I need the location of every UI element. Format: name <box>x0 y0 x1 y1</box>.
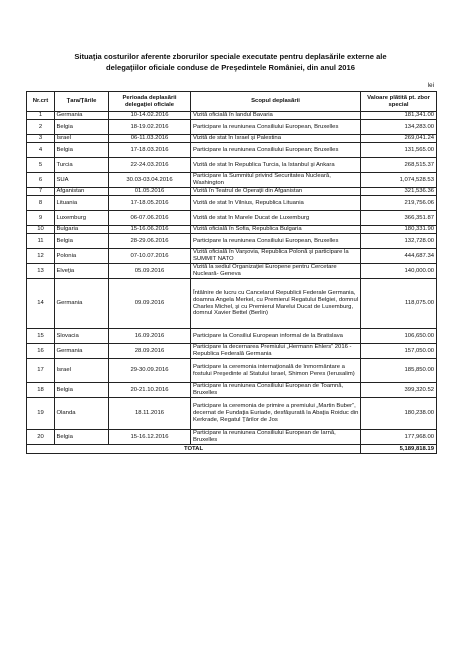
table-row <box>27 234 437 249</box>
table-row <box>27 188 437 196</box>
table-row <box>27 143 437 158</box>
cell-nr: 12 <box>27 249 55 264</box>
cell-tara: Lituania <box>55 196 109 211</box>
cell-perioada: 01.05.2016 <box>109 188 191 196</box>
header-nr: Nr.crt <box>27 92 55 112</box>
cell-tara: Germania <box>55 344 109 359</box>
table-row <box>27 249 437 264</box>
cell-scop: Participare la reuniunea Consiliului European de Iarnă, Bruxelles <box>191 430 361 445</box>
cell-valoare: 157,050.00 <box>361 344 437 359</box>
cell-tara: Slovacia <box>55 329 109 344</box>
cell-perioada: 10-14.02.2016 <box>109 112 191 120</box>
table-row <box>27 226 437 234</box>
cell-valoare: 399,320.52 <box>361 383 437 398</box>
cell-nr: 16 <box>27 344 55 359</box>
table-row <box>27 112 437 120</box>
cell-perioada: 07-10.07.2016 <box>109 249 191 264</box>
cell-nr: 7 <box>27 188 55 196</box>
table-row <box>27 120 437 135</box>
table-row <box>27 383 437 398</box>
cell-valoare: 131,565.00 <box>361 143 437 158</box>
table-header-row <box>27 92 437 112</box>
cell-valoare: 366,351.87 <box>361 211 437 226</box>
table-row <box>27 173 437 188</box>
cell-tara: Israel <box>55 135 109 143</box>
cell-nr: 6 <box>27 173 55 188</box>
cell-valoare: 106,650.00 <box>361 329 437 344</box>
cell-nr: 9 <box>27 211 55 226</box>
cell-tara: Germania <box>55 112 109 120</box>
cell-perioada: 28.09.2016 <box>109 344 191 359</box>
cell-valoare: 177,968.00 <box>361 430 437 445</box>
cell-nr: 20 <box>27 430 55 445</box>
cell-valoare: 185,850.00 <box>361 359 437 383</box>
cell-tara: Belgia <box>55 120 109 135</box>
cell-nr: 19 <box>27 398 55 430</box>
title-line-1: Situaţia costurilor aferente zborurilor speciale executate pentru deplasările externe ale <box>74 52 387 61</box>
cell-perioada: 18-19.02.2016 <box>109 120 191 135</box>
cell-scop: Vizită de stat în Marele Ducat de Luxemburg <box>191 211 361 226</box>
cell-perioada: 15-16.06.2016 <box>109 226 191 234</box>
cell-tara: SUA <box>55 173 109 188</box>
cell-nr: 4 <box>27 143 55 158</box>
cell-valoare: 180,238.00 <box>361 398 437 430</box>
cell-scop: Participare la Summitul privind Securitatea Nucleară, Washington <box>191 173 361 188</box>
cell-valoare: 219,756.06 <box>361 196 437 211</box>
cell-valoare: 321,536.36 <box>361 188 437 196</box>
header-scop: Scopul deplasării <box>191 92 361 112</box>
cell-nr: 18 <box>27 383 55 398</box>
cell-perioada: 06-11.03.2016 <box>109 135 191 143</box>
cell-scop: Vizită la sediul Organizaţiei Europene pentru Cercetare Nucleară- Geneva <box>191 264 361 279</box>
cell-tara: Israel <box>55 359 109 383</box>
table-row <box>27 196 437 211</box>
cell-scop: Participare la Consiliul European informal de la Bratislava <box>191 329 361 344</box>
costs-table <box>26 91 437 454</box>
cell-tara: Afganistan <box>55 188 109 196</box>
cell-scop: Vizită de stat în Vilnius, Republica Lituania <box>191 196 361 211</box>
cell-perioada: 05.09.2016 <box>109 264 191 279</box>
table-row <box>27 158 437 173</box>
cell-scop: Vizită de stat în Republica Turcia, la Istanbul şi Ankara <box>191 158 361 173</box>
title-line-2: delegaţiilor oficiale conduse de Preşedintele României, din anul 2016 <box>106 62 355 72</box>
cell-valoare: 268,515.37 <box>361 158 437 173</box>
cell-perioada: 28-29.06.2016 <box>109 234 191 249</box>
table-row <box>27 279 437 329</box>
cell-tara: Germania <box>55 279 109 329</box>
cell-scop: Participare la decernarea Premiului „Hermann Ehlers” 2016 - Republica Federală Germania <box>191 344 361 359</box>
cell-perioada: 18.11.2016 <box>109 398 191 430</box>
cell-nr: 10 <box>27 226 55 234</box>
cell-nr: 3 <box>27 135 55 143</box>
cell-tara: Olanda <box>55 398 109 430</box>
table-row <box>27 430 437 445</box>
cell-nr: 8 <box>27 196 55 211</box>
cell-valoare: 118,075.00 <box>361 279 437 329</box>
cell-scop: Vizită oficială în Sofia, Republica Bulgaria <box>191 226 361 234</box>
cell-valoare: 181,341.00 <box>361 112 437 120</box>
document-title <box>20 52 441 73</box>
cell-tara: Bulgaria <box>55 226 109 234</box>
cell-tara: Polonia <box>55 249 109 264</box>
cell-tara: Turcia <box>55 158 109 173</box>
cell-tara: Belgia <box>55 430 109 445</box>
cell-valoare: 134,283.00 <box>361 120 437 135</box>
cell-tara: Belgia <box>55 383 109 398</box>
cell-tara: Belgia <box>55 143 109 158</box>
table-row <box>27 359 437 383</box>
cell-perioada: 29-30.09.2016 <box>109 359 191 383</box>
table-row <box>27 329 437 344</box>
cell-valoare: 1,074,528.53 <box>361 173 437 188</box>
cell-nr: 17 <box>27 359 55 383</box>
cell-nr: 5 <box>27 158 55 173</box>
cell-valoare: 444,687.34 <box>361 249 437 264</box>
table-row <box>27 264 437 279</box>
cell-scop: Participare la reuniunea Consiliului European, Bruxelles <box>191 234 361 249</box>
cell-perioada: 22-24.03.2016 <box>109 158 191 173</box>
total-row <box>27 445 437 454</box>
cell-scop: Vizită oficială în Varşovia, Republica Polonă şi participare la SUMMIT NATO <box>191 249 361 264</box>
cell-tara: Luxemburg <box>55 211 109 226</box>
cell-scop: Participare la reuniunea Consiliului European, Bruxelles <box>191 120 361 135</box>
cell-valoare: 132,728.00 <box>361 234 437 249</box>
cell-valoare: 269,041.24 <box>361 135 437 143</box>
total-label: TOTAL <box>27 445 361 454</box>
cell-perioada: 17-18.05.2016 <box>109 196 191 211</box>
cell-nr: 1 <box>27 112 55 120</box>
cell-nr: 2 <box>27 120 55 135</box>
cell-perioada: 30.03-03.04.2016 <box>109 173 191 188</box>
cell-perioada: 17-18.03.2016 <box>109 143 191 158</box>
table-body <box>27 112 437 445</box>
cell-scop: Participare la ceremonia internaţională de înmormântare a fostului Preşedinte al Statului Israel, Shimon Peres (Ierusalim) <box>191 359 361 383</box>
cell-perioada: 20-21.10.2016 <box>109 383 191 398</box>
cell-nr: 13 <box>27 264 55 279</box>
cell-perioada: 15-16.12.2016 <box>109 430 191 445</box>
table-row <box>27 398 437 430</box>
cell-scop: Participare la ceremonia de primire a premiului „Martin Buber”, decernat de Fundaţia Euriade, desfăşurată la Abaţia Roiduc din Kerkrade, Regatul Ţărilor de Jos <box>191 398 361 430</box>
cell-perioada: 09.09.2016 <box>109 279 191 329</box>
cell-scop: Vizită oficială în landul Bavaria <box>191 112 361 120</box>
cell-tara: Elveţia <box>55 264 109 279</box>
cell-scop: Participare la reuniunea Consiliului European; Bruxelles <box>191 143 361 158</box>
cell-scop: Vizită de stat în Israel şi Palestina <box>191 135 361 143</box>
cell-scop: Întâlnire de lucru cu Cancelarul Republicii Federale Germania, doamna Angela Merkel, cu Premierul Regatului Belgiei, domnul Charles Michel, şi cu Premierul Marelui Ducat de Luxemburg, domnul Xavier Bettel (Berlin) <box>191 279 361 329</box>
header-tara: Ţara/Ţările <box>55 92 109 112</box>
cell-scop: Vizită în Teatrul de Operaţii din Afganistan <box>191 188 361 196</box>
header-valoare: Valoare plătită pt. zbor special <box>361 92 437 112</box>
cell-scop: Participare la reuniunea Consiliului European de Toamnă, Bruxelles <box>191 383 361 398</box>
table-row <box>27 211 437 226</box>
header-perioada: Perioada deplasării delegaţiei oficiale <box>109 92 191 112</box>
cell-perioada: 16.09.2016 <box>109 329 191 344</box>
cell-nr: 11 <box>27 234 55 249</box>
total-value: 5,189,818.19 <box>361 445 437 454</box>
cell-valoare: 180,331.90 <box>361 226 437 234</box>
table-row <box>27 344 437 359</box>
cell-nr: 15 <box>27 329 55 344</box>
cell-nr: 14 <box>27 279 55 329</box>
table-row <box>27 135 437 143</box>
cell-valoare: 140,000.00 <box>361 264 437 279</box>
cell-perioada: 06-07.06.2016 <box>109 211 191 226</box>
cell-tara: Belgia <box>55 234 109 249</box>
currency-label: lei <box>427 82 434 89</box>
